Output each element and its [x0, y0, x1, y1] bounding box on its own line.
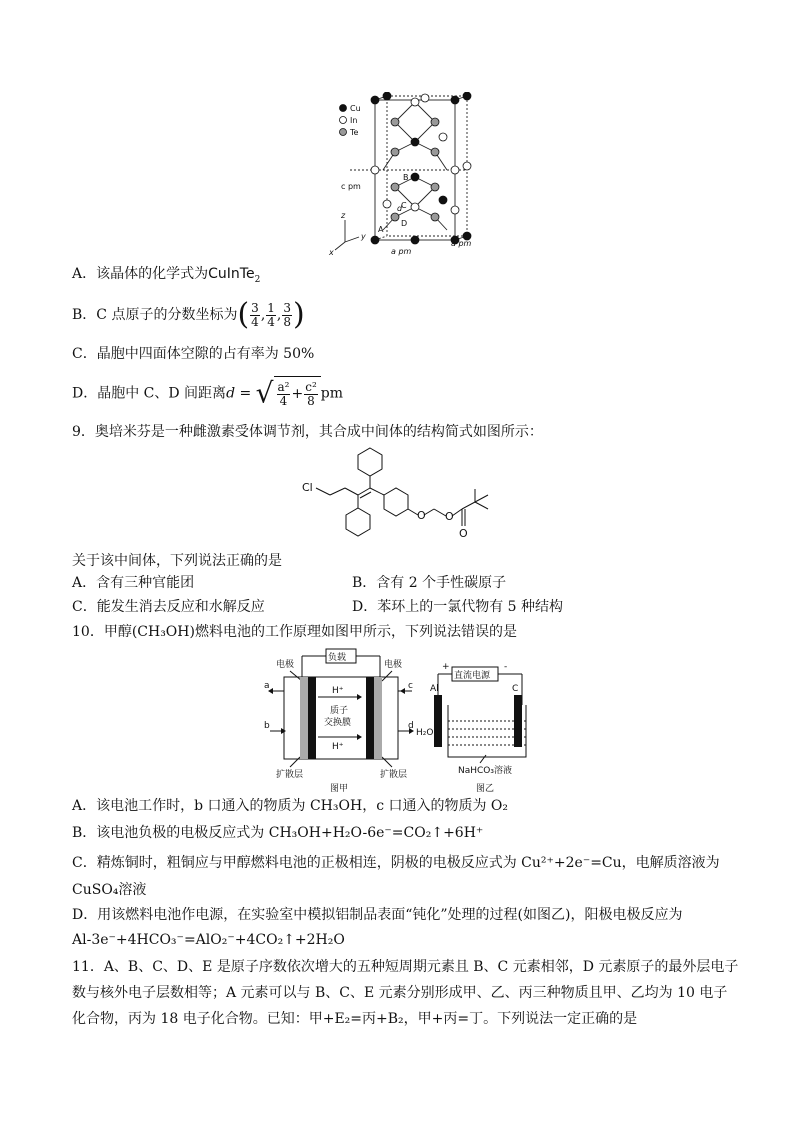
q10-option-b: B．该电池负极的电极反应式为 CH₃OH+H₂O-6e⁻=CO₂↑+6H⁺ — [72, 825, 484, 841]
q10-option-c-line2: CuSO₄溶液 — [72, 882, 147, 898]
port-d-label: d — [408, 721, 414, 731]
fig2-caption: 图乙 — [476, 784, 495, 794]
membrane-label-1: 质子 — [330, 706, 349, 716]
x-axis-label: x — [329, 248, 334, 257]
a-side-label: a pm — [451, 239, 472, 248]
q11-line-1: 11．A、B、C、D、E 是原子序数依次增大的五种短周期元素且 B、C 元素相邻，D 元素原子的最外层电子 — [72, 959, 739, 975]
ester-oxygen-label: O — [445, 510, 454, 523]
q9-option-a: A．含有三种官能团 — [72, 575, 195, 591]
q9-option-b: B．含有 2 个手性碳原子 — [352, 575, 507, 591]
electrode-left-label: 电极 — [276, 660, 295, 670]
q10-stem: 10．甲醇(CH₃OH)燃料电池的工作原理如图甲所示，下列说法错误的是 — [72, 624, 517, 640]
al-electrode-label: Al — [430, 684, 439, 694]
dc-supply-label: 直流电源 — [454, 671, 491, 681]
q9-stem: 9．奥培米芬是一种雌激素受体调节剂，其合成中间体的结构简式如图所示： — [72, 424, 543, 440]
legend-te: Te — [350, 128, 359, 137]
legend-cu: Cu — [350, 104, 361, 113]
q11-line-3: 化合物，丙为 18 电子化合物。已知：甲+E₂=丙+B₂，甲+丙=丁。下列说法一定正确的是 — [72, 1011, 638, 1027]
q8-option-b: B．C 点原子的分数坐标为( $\frac{3}{4}$ , $\frac{1}{4}$ , $\frac{3}{8}$ ) — [72, 297, 305, 332]
legend-in: In — [350, 116, 358, 125]
fuel-cell-figure — [262, 645, 552, 795]
chlorine-label: Cl — [302, 481, 313, 494]
q11-line-2: 数与核外电子层数相等；A 元素可以与 B、C、E 元素分别形成甲、乙、丙三种物质且甲、乙均为 10 电子 — [72, 985, 728, 1001]
ether-oxygen-label: O — [417, 509, 426, 522]
proton-label-2: H⁺ — [332, 742, 344, 752]
carbonyl-oxygen-label: O — [459, 527, 468, 540]
negative-terminal: - — [504, 662, 508, 672]
q8-option-c: C．晶胞中四面体空隙的占有率为 50% — [72, 346, 315, 362]
z-axis-label: z — [341, 211, 346, 220]
frac-z: $\frac{3}{8}$ — [283, 300, 291, 329]
frac-y: $\frac{1}{4}$ — [267, 300, 275, 329]
positive-terminal: + — [442, 662, 450, 672]
diffusion-right-label: 扩散层 — [380, 770, 408, 780]
atom-label-a: A — [378, 225, 384, 234]
y-axis-label: y — [361, 232, 366, 241]
q9-option-d: D．苯环上的一氯代物有 5 种结构 — [352, 599, 564, 615]
distance-label-d: d — [397, 204, 403, 213]
port-a-label: a — [264, 681, 270, 691]
c-electrode-label: C — [512, 684, 519, 694]
q10-option-a: A．该电池工作时，b 口通入的物质为 CH₃OH，c 口通入的物质为 O₂ — [72, 798, 509, 814]
a-bottom-label: a pm — [391, 247, 412, 256]
atom-label-d: D — [401, 219, 408, 228]
q9-question: 关于该中间体，下列说法正确的是 — [72, 553, 282, 569]
atom-label-c: C — [401, 201, 407, 210]
electrode-right-label: 电极 — [384, 660, 403, 670]
q8-option-d: D．晶胞中 C、D 间距离d = √ $\frac{\text{a²}}{4}$ + $\frac{\text{c²}}{8}$ pm — [72, 376, 343, 410]
frac-x: $\frac{3}{4}$ — [251, 300, 259, 329]
fig1-caption: 图甲 — [330, 784, 349, 794]
q10-option-d-line1: D．用该燃料电池作电源，在实验室中模拟铝制品表面“钝化”处理的过程(如图乙)，阳极电极反应为 — [72, 907, 683, 923]
port-c-label: c — [408, 681, 413, 691]
q9-option-c: C．能发生消去反应和水解反应 — [72, 599, 265, 615]
q8-option-a: A．该晶体的化学式为CuInTe$_2$ — [72, 266, 261, 285]
c-axis-label: c pm — [341, 182, 361, 191]
proton-label-1: H⁺ — [332, 686, 344, 696]
crystal-structure-figure — [325, 92, 495, 260]
port-b-label: b — [264, 721, 270, 731]
q10-option-d-line2: Al-3e⁻+4HCO₃⁻=AlO₂⁻+4CO₂↑+2H₂O — [72, 932, 345, 948]
solution-label: NaHCO₃溶液 — [458, 766, 512, 776]
diffusion-left-label: 扩散层 — [276, 770, 304, 780]
membrane-label-2: 交换膜 — [324, 718, 352, 728]
water-label: H₂O — [416, 728, 434, 738]
q10-option-c-line1: C．精炼铜时，粗铜应与甲醇燃料电池的正极相连，阴极的电极反应式为 Cu²⁺+2e⁻=Cu，电解质溶液为 — [72, 855, 720, 871]
atom-label-b: B — [403, 173, 409, 182]
load-label: 负载 — [328, 653, 347, 663]
molecule-structure — [300, 446, 510, 548]
